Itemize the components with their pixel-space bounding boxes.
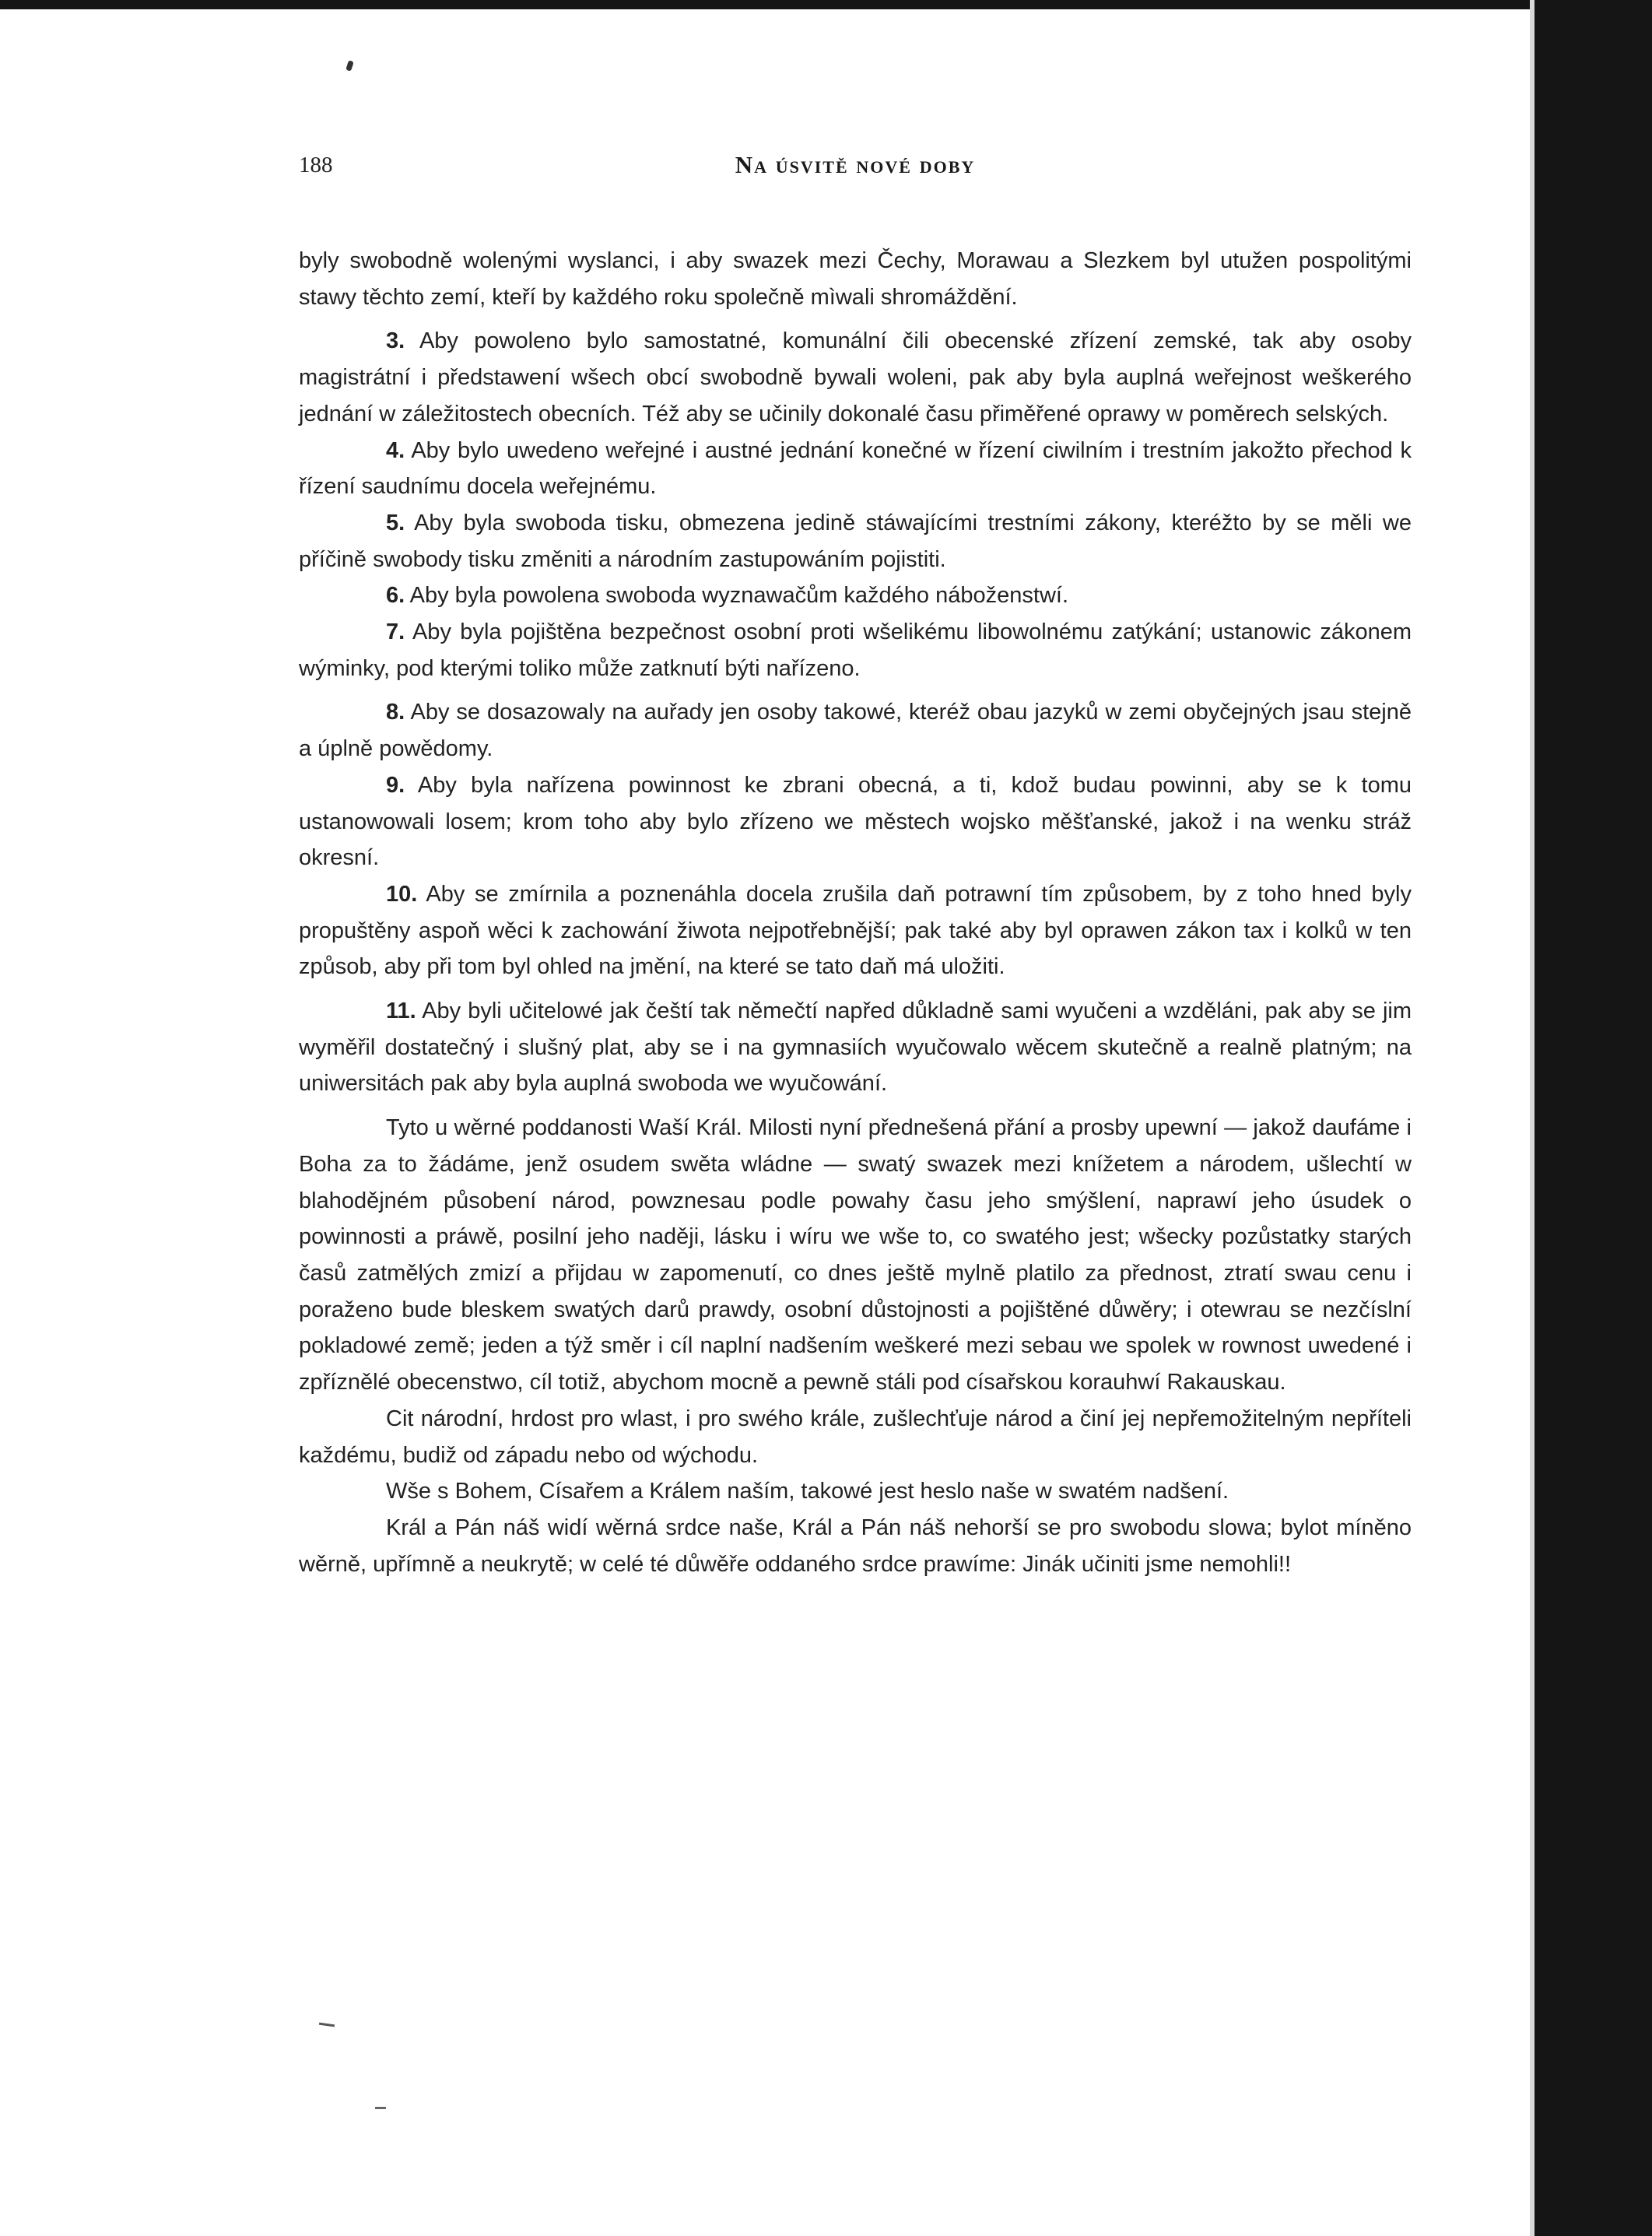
paragraph-item-4 <box>299 433 1412 505</box>
paragraph-closing-4 <box>299 1510 1412 1582</box>
ink-speck <box>319 2023 335 2027</box>
paragraph-text: Wše s Bohem, Císařem a Králem naším, takowé jest heslo naše w swatém nadšení. <box>386 1479 1229 1504</box>
item-number: 4. <box>386 437 405 463</box>
scan-right-border <box>1535 0 1652 2236</box>
paragraph-item-7 <box>299 614 1412 686</box>
item-number: 10. <box>386 881 418 907</box>
paragraph-text: Aby byla nařízena powinnost ke zbrani obecná, a ti, kdož budau powinni, aby se k tomu ustanowowali losem; krom toho aby bylo zřízeno we městech wojsko měšťanské, jakož i na wenku stráž okresní. <box>299 772 1412 871</box>
item-number: 9. <box>386 772 405 798</box>
page-body <box>299 243 1412 1582</box>
scan-top-border <box>0 0 1652 9</box>
paragraph-text: Aby byla powolena swoboda wyznawačům každého náboženstwí. <box>409 583 1068 609</box>
item-number: 8. <box>386 700 405 725</box>
paragraph-item-8 <box>299 694 1412 767</box>
item-number: 7. <box>386 620 405 645</box>
item-number: 11. <box>386 999 416 1024</box>
item-number: 3. <box>386 328 405 354</box>
paragraph-item-5 <box>299 505 1412 577</box>
paragraph-text: Aby byla swoboda tisku, obmezena jedině stáwajícími trestními zákony, kteréžto by se měli we příčině swobody tisku změniti a národním zastupowáním pojistiti. <box>299 510 1412 572</box>
ink-speck <box>375 2107 386 2109</box>
running-title: Na úsvitě nové doby <box>735 151 976 178</box>
paragraph-item-6 <box>299 577 1412 614</box>
paragraph-item-3 <box>299 323 1412 432</box>
ink-speck <box>345 60 354 72</box>
paragraph-text: Aby se zmírnila a poznenáhla docela zrušila daň potrawní tím způsobem, by z toho hned byly propuštěny aspoň wěci k zachowání žiwota nejpotřebnější; pak také aby byl oprawen zákon tax i kolků w ten způsob, aby při tom byl ohled na jmění, na které se tato daň má uložiti. <box>299 881 1412 980</box>
paragraph-item-9 <box>299 767 1412 876</box>
paragraph-item-11 <box>299 993 1412 1102</box>
page-number: 188 <box>299 153 333 177</box>
paragraph-text: Král a Pán náš widí wěrná srdce naše, Král a Pán náš nehorší se pro swobodu slowa; bylot míněno wěrně, upřímně a neukrytě; w celé té důwěře oddaného srdce prawíme: Jinák učiniti jsme nemohli!! <box>299 1515 1412 1577</box>
paragraph-text: byly swobodně wolenými wyslanci, i aby swazek mezi Čechy, Morawau a Slezkem byl utužen pospolitými stawy těchto zemí, kteří by každého roku společně mìwali shromáždění. <box>299 248 1412 310</box>
paragraph-text: Aby se dosazowaly na auřady jen osoby takowé, kteréž obau jazyků w zemi obyčejných jsau stejně a úplně powědomy. <box>299 700 1412 762</box>
paragraph-text: Aby byli učitelowé jak čeští tak němečtí napřed důkladně sami wyučeni a wzděláni, pak aby se jim wyměřil dostatečný i slušný plat, aby se i na gymnasiích wyučowalo wěcem skutečně a realně platným; na uniwersitách pak aby byla auplná swoboda we wyučowání. <box>299 999 1412 1097</box>
page-header <box>299 153 1412 191</box>
paragraph-closing-1 <box>299 1110 1412 1401</box>
paragraph-text: Aby bylo uwedeno weřejné i austné jednání konečné w řízení ciwilním i trestním jakožto přechod k řízení saudnímu docela weřejnému. <box>299 437 1412 500</box>
paragraph-text: Cit národní, hrdost pro wlast, i pro swého krále, zušlechťuje národ a činí jej nepřemožitelným nepříteli každému, budiž od západu nebo od wýchodu. <box>299 1406 1412 1468</box>
paragraph-closing-2 <box>299 1401 1412 1473</box>
item-number: 6. <box>386 583 405 609</box>
paragraph-text: Aby powoleno bylo samostatné, komunální čili obecenské zřízení zemské, tak aby osoby magistrátní i předstawení wšech obcí swobodně bywali woleni, pak aby byla auplná weřejnost weškerého jednání w záležitostech obecních. Též aby se učinily dokonalé času přiměřené oprawy w poměrech selských. <box>299 328 1412 426</box>
paragraph-text: Aby byla pojištěna bezpečnost osobní proti wšelikému libowolnému zatýkání; ustanowic zákonem wýminky, pod kterými toliko může zatknutí býti nařízeno. <box>299 620 1412 681</box>
item-number: 5. <box>386 510 405 535</box>
paragraph-item-10 <box>299 876 1412 985</box>
paragraph-text: Tyto u wěrné poddanosti Waší Král. Milosti nyní přednešená přání a prosby upewní — jakož daufáme i Boha za to žádáme, jenž osudem swěta wládne — swatý swazek mezi knížetem a národem, ušlechtí w blahodějném působení národ, powznesau podle powahy času jeho smýšlení, naprawí jeho úsudek o powinnosti a práwě, posilní jeho naději, lásku i wíru we wše to, co swatého jest; wšecky pozůstatky starých časů zatmělých zmizí a přijdau w zapomenutí, co dnes ještě mylně platilo za přednost, ztratí swau cenu i poraženo bude bleskem swatých darů prawdy, osobní důstojnosti a pojištěné důwěry; i otewrau se nezčíslní pokladowé země; jeden a týž směr i cíl naplní nadšením weškeré mezi sebau we spolek w rownost uwedené i zpříznělé obecenstwo, cíl totiž, abychom mocně a pewně stáli pod císařskou korauhwí Rakauskau. <box>299 1115 1412 1395</box>
paragraph-closing-3 <box>299 1473 1412 1510</box>
paragraph-continuation <box>299 243 1412 315</box>
